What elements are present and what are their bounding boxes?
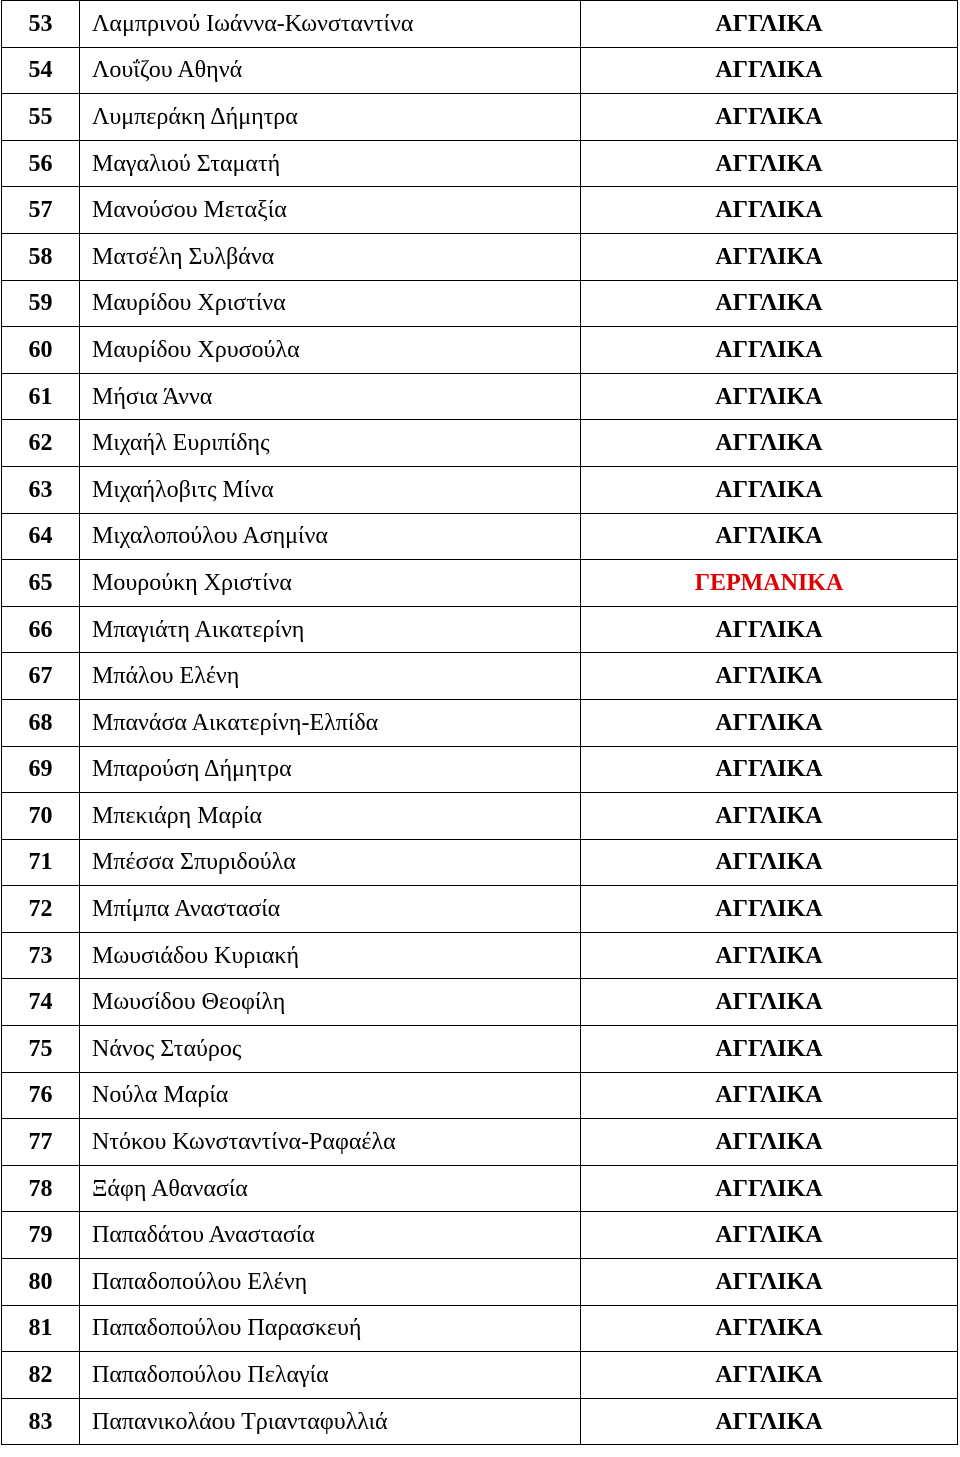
foreign-language: ΑΓΓΛΙΚΑ bbox=[581, 94, 958, 141]
table-row bbox=[2, 1119, 958, 1166]
student-name: Μανούσου Μεταξία bbox=[80, 187, 581, 234]
student-name: Παπαδοπούλου Πελαγία bbox=[80, 1352, 581, 1399]
table-row bbox=[2, 746, 958, 793]
foreign-language: ΑΓΓΛΙΚΑ bbox=[581, 47, 958, 94]
table-row bbox=[2, 466, 958, 513]
student-name: Παπαδοπούλου Παρασκευή bbox=[80, 1305, 581, 1352]
row-number: 69 bbox=[2, 746, 80, 793]
foreign-language: ΑΓΓΛΙΚΑ bbox=[581, 187, 958, 234]
student-name: Μιχαήλ Ευριπίδης bbox=[80, 420, 581, 467]
student-name: Νούλα Μαρία bbox=[80, 1072, 581, 1119]
table-row bbox=[2, 1398, 958, 1445]
student-name: Μπαγιάτη Αικατερίνη bbox=[80, 606, 581, 653]
student-name: Παπαδοπούλου Ελένη bbox=[80, 1259, 581, 1306]
table-row bbox=[2, 233, 958, 280]
table-row bbox=[2, 606, 958, 653]
foreign-language: ΑΓΓΛΙΚΑ bbox=[581, 793, 958, 840]
student-name: Λουΐζου Αθηνά bbox=[80, 47, 581, 94]
foreign-language: ΑΓΓΛΙΚΑ bbox=[581, 1026, 958, 1073]
row-number: 63 bbox=[2, 466, 80, 513]
row-number: 74 bbox=[2, 979, 80, 1026]
row-number: 66 bbox=[2, 606, 80, 653]
table-row bbox=[2, 1165, 958, 1212]
row-number: 62 bbox=[2, 420, 80, 467]
table-row bbox=[2, 140, 958, 187]
foreign-language: ΑΓΓΛΙΚΑ bbox=[581, 233, 958, 280]
foreign-language: ΑΓΓΛΙΚΑ bbox=[581, 466, 958, 513]
row-number: 56 bbox=[2, 140, 80, 187]
table-row bbox=[2, 699, 958, 746]
table-row bbox=[2, 94, 958, 141]
foreign-language: ΑΓΓΛΙΚΑ bbox=[581, 140, 958, 187]
row-number: 58 bbox=[2, 233, 80, 280]
table-row bbox=[2, 187, 958, 234]
foreign-language: ΑΓΓΛΙΚΑ bbox=[581, 280, 958, 327]
row-number: 76 bbox=[2, 1072, 80, 1119]
table-row bbox=[2, 47, 958, 94]
foreign-language: ΑΓΓΛΙΚΑ bbox=[581, 979, 958, 1026]
table-row bbox=[2, 1072, 958, 1119]
student-name: Μιχαλοπούλου Ασημίνα bbox=[80, 513, 581, 560]
student-name: Ξάφη Αθανασία bbox=[80, 1165, 581, 1212]
student-name: Μπανάσα Αικατερίνη-Ελπίδα bbox=[80, 699, 581, 746]
student-name: Μαγαλιού Σταματή bbox=[80, 140, 581, 187]
row-number: 75 bbox=[2, 1026, 80, 1073]
row-number: 53 bbox=[2, 1, 80, 48]
table-row bbox=[2, 420, 958, 467]
foreign-language: ΑΓΓΛΙΚΑ bbox=[581, 699, 958, 746]
student-name: Λυμπεράκη Δήμητρα bbox=[80, 94, 581, 141]
foreign-language: ΑΓΓΛΙΚΑ bbox=[581, 373, 958, 420]
row-number: 64 bbox=[2, 513, 80, 560]
foreign-language: ΑΓΓΛΙΚΑ bbox=[581, 839, 958, 886]
student-name: Μπαρούση Δήμητρα bbox=[80, 746, 581, 793]
table-row bbox=[2, 560, 958, 607]
foreign-language: ΑΓΓΛΙΚΑ bbox=[581, 606, 958, 653]
foreign-language: ΑΓΓΛΙΚΑ bbox=[581, 1072, 958, 1119]
student-name: Μουρούκη Χριστίνα bbox=[80, 560, 581, 607]
student-name: Λαμπρινού Ιωάννα-Κωνσταντίνα bbox=[80, 1, 581, 48]
student-name: Μπέσσα Σπυριδούλα bbox=[80, 839, 581, 886]
student-name: Μωυσίδου Θεοφίλη bbox=[80, 979, 581, 1026]
table-row bbox=[2, 886, 958, 933]
row-number: 55 bbox=[2, 94, 80, 141]
table-row bbox=[2, 1352, 958, 1399]
table-row bbox=[2, 280, 958, 327]
table-row bbox=[2, 1212, 958, 1259]
row-number: 68 bbox=[2, 699, 80, 746]
student-name: Νάνος Σταύρος bbox=[80, 1026, 581, 1073]
row-number: 54 bbox=[2, 47, 80, 94]
row-number: 59 bbox=[2, 280, 80, 327]
foreign-language: ΑΓΓΛΙΚΑ bbox=[581, 1305, 958, 1352]
foreign-language: ΑΓΓΛΙΚΑ bbox=[581, 746, 958, 793]
student-name: Μπεκιάρη Μαρία bbox=[80, 793, 581, 840]
row-number: 83 bbox=[2, 1398, 80, 1445]
table-body bbox=[2, 1, 958, 1445]
foreign-language: ΑΓΓΛΙΚΑ bbox=[581, 932, 958, 979]
student-name: Ματσέλη Συλβάνα bbox=[80, 233, 581, 280]
table-row bbox=[2, 979, 958, 1026]
table-row bbox=[2, 373, 958, 420]
foreign-language: ΑΓΓΛΙΚΑ bbox=[581, 1352, 958, 1399]
table-row bbox=[2, 932, 958, 979]
table-row bbox=[2, 653, 958, 700]
foreign-language: ΑΓΓΛΙΚΑ bbox=[581, 1212, 958, 1259]
table-row bbox=[2, 513, 958, 560]
row-number: 78 bbox=[2, 1165, 80, 1212]
foreign-language: ΑΓΓΛΙΚΑ bbox=[581, 513, 958, 560]
table-row bbox=[2, 1305, 958, 1352]
table-row bbox=[2, 793, 958, 840]
foreign-language: ΑΓΓΛΙΚΑ bbox=[581, 327, 958, 374]
row-number: 61 bbox=[2, 373, 80, 420]
student-name: Παπανικολάου Τριανταφυλλιά bbox=[80, 1398, 581, 1445]
row-number: 77 bbox=[2, 1119, 80, 1166]
row-number: 67 bbox=[2, 653, 80, 700]
table-row bbox=[2, 839, 958, 886]
student-name: Παπαδάτου Αναστασία bbox=[80, 1212, 581, 1259]
table-row bbox=[2, 1259, 958, 1306]
student-name: Ντόκου Κωνσταντίνα-Ραφαέλα bbox=[80, 1119, 581, 1166]
student-name: Μπίμπα Αναστασία bbox=[80, 886, 581, 933]
table-row bbox=[2, 327, 958, 374]
foreign-language: ΑΓΓΛΙΚΑ bbox=[581, 420, 958, 467]
table-row bbox=[2, 1, 958, 48]
row-number: 82 bbox=[2, 1352, 80, 1399]
foreign-language: ΑΓΓΛΙΚΑ bbox=[581, 1398, 958, 1445]
row-number: 65 bbox=[2, 560, 80, 607]
student-name: Μαυρίδου Χρυσούλα bbox=[80, 327, 581, 374]
row-number: 71 bbox=[2, 839, 80, 886]
student-name: Μήσια Άννα bbox=[80, 373, 581, 420]
foreign-language: ΑΓΓΛΙΚΑ bbox=[581, 1165, 958, 1212]
foreign-language: ΑΓΓΛΙΚΑ bbox=[581, 1119, 958, 1166]
row-number: 57 bbox=[2, 187, 80, 234]
row-number: 79 bbox=[2, 1212, 80, 1259]
row-number: 81 bbox=[2, 1305, 80, 1352]
student-name: Μαυρίδου Χριστίνα bbox=[80, 280, 581, 327]
foreign-language: ΓΕΡΜΑΝΙΚΑ bbox=[581, 560, 958, 607]
student-name: Μωυσιάδου Κυριακή bbox=[80, 932, 581, 979]
student-language-table bbox=[1, 0, 958, 1445]
row-number: 72 bbox=[2, 886, 80, 933]
student-name: Μιχαήλοβιτς Μίνα bbox=[80, 466, 581, 513]
foreign-language: ΑΓΓΛΙΚΑ bbox=[581, 886, 958, 933]
row-number: 70 bbox=[2, 793, 80, 840]
foreign-language: ΑΓΓΛΙΚΑ bbox=[581, 1, 958, 48]
table-row bbox=[2, 1026, 958, 1073]
row-number: 73 bbox=[2, 932, 80, 979]
foreign-language: ΑΓΓΛΙΚΑ bbox=[581, 653, 958, 700]
foreign-language: ΑΓΓΛΙΚΑ bbox=[581, 1259, 958, 1306]
student-name: Μπάλου Ελένη bbox=[80, 653, 581, 700]
row-number: 80 bbox=[2, 1259, 80, 1306]
row-number: 60 bbox=[2, 327, 80, 374]
